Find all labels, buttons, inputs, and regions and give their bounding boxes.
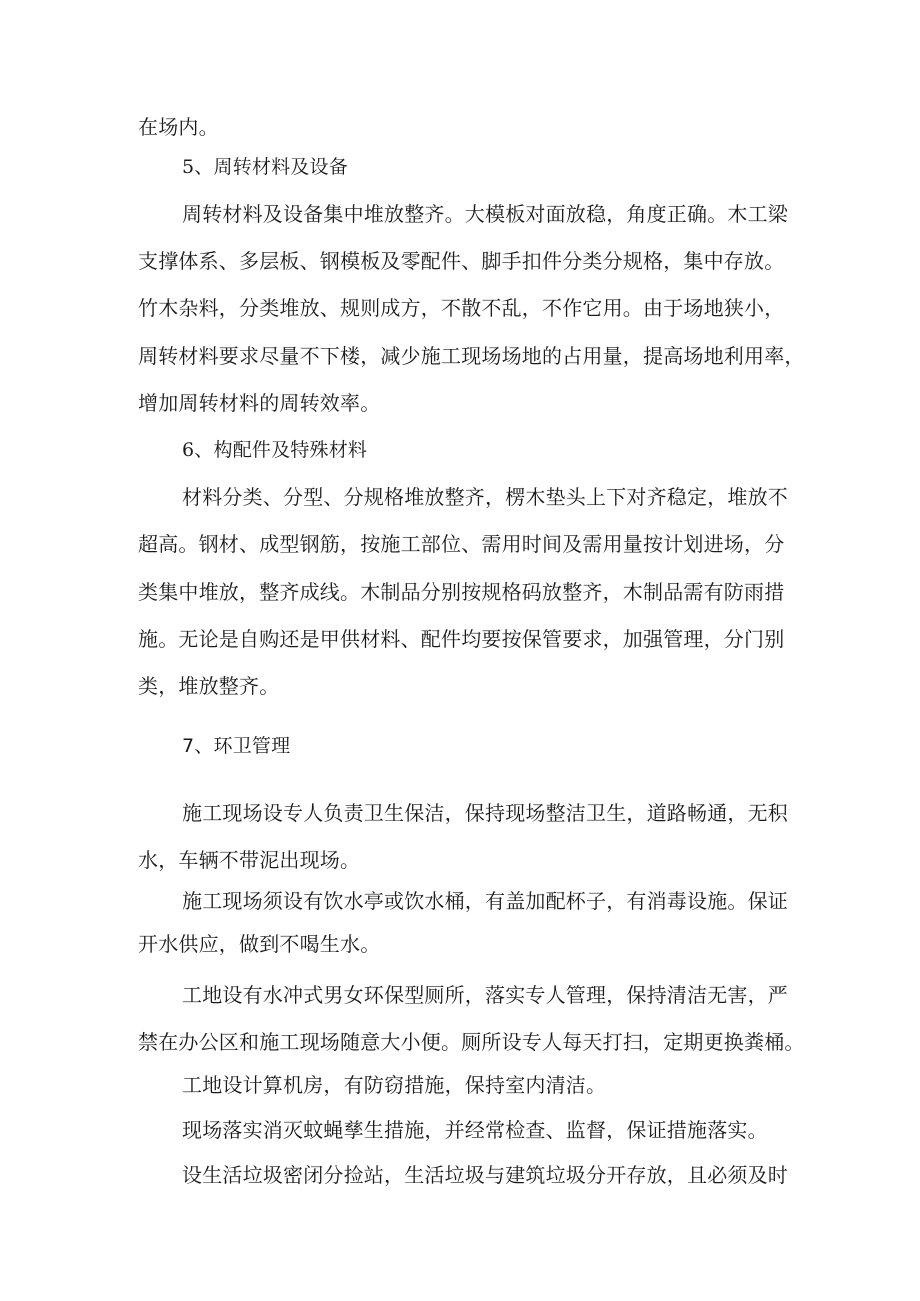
paragraph-line: 水，车辆不带泥出现场。 bbox=[138, 848, 361, 872]
paragraph-line: 禁在办公区和施工现场随意大小便。厕所设专人每天打扫，定期更换粪桶。 bbox=[138, 1030, 805, 1054]
section-heading-6: 6、构配件及特殊材料 bbox=[182, 439, 368, 461]
paragraph-line: 现场落实消灭蚊蝇孳生措施，并经常检查、监督，保证措施落实。 bbox=[182, 1118, 768, 1142]
paragraph-line: 增加周转材料的周转效率。 bbox=[138, 391, 381, 415]
paragraph-line: 支撑体系、多层板、钢模板及零配件、脚手扣件分类分规格，集中存放。 bbox=[138, 249, 785, 273]
paragraph-line: 工地设计算机房，有防窃措施，保持室内清洁。 bbox=[182, 1073, 607, 1097]
paragraph-line: 设生活垃圾密闭分捡站，生活垃圾与建筑垃圾分开存放，且必须及时 bbox=[182, 1163, 788, 1187]
paragraph-line: 开水供应，做到不喝生水。 bbox=[138, 932, 381, 956]
paragraph-line: 施工现场设专人负责卫生保洁，保持现场整洁卫生，道路畅通，无积 bbox=[182, 801, 788, 825]
paragraph-line: 材料分类、分型、分规格堆放整齐，楞木垫头上下对齐稳定，堆放不 bbox=[182, 485, 788, 509]
paragraph-line: 施。无论是自购还是甲供材料、配件均要按保管要求，加强管理，分门别 bbox=[138, 627, 785, 651]
paragraph-line: 超高。钢材、成型钢筋，按施工部位、需用时间及需用量按计划进场，分 bbox=[138, 532, 785, 556]
paragraph-line: 周转材料及设备集中堆放整齐。大模板对面放稳，角度正确。木工梁 bbox=[182, 202, 788, 226]
paragraph-line: 类集中堆放，整齐成线。木制品分别按规格码放整齐，木制品需有防雨措 bbox=[138, 580, 785, 604]
paragraph-line: 工地设有水冲式男女环保型厕所，落实专人管理，保持清洁无害，严 bbox=[182, 983, 788, 1007]
paragraph-line: 周转材料要求尽量不下楼，减少施工现场场地的占用量，提高场地利用率， bbox=[138, 344, 805, 368]
section-heading-7: 7、环卫管理 bbox=[182, 735, 291, 757]
paragraph-line: 在场内。 bbox=[138, 115, 219, 139]
section-heading-5: 5、周转材料及设备 bbox=[182, 156, 348, 178]
paragraph-line: 类，堆放整齐。 bbox=[138, 674, 280, 698]
paragraph-line: 施工现场须设有饮水亭或饮水桶，有盖加配杯子，有消毒设施。保证 bbox=[182, 889, 788, 913]
paragraph-line: 竹木杂料，分类堆放、规则成方，不散不乱，不作它用。由于场地狭小， bbox=[138, 296, 785, 320]
